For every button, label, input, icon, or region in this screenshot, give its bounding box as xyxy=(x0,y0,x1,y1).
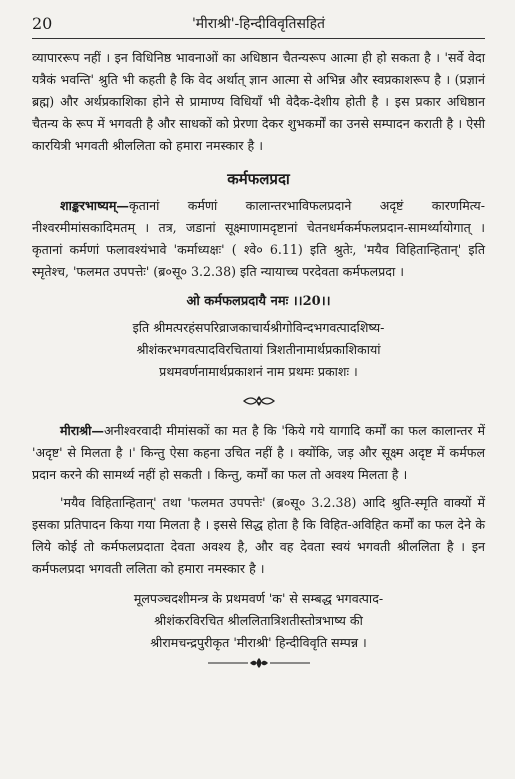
colophon-line: प्रथमवर्णनामार्थप्रकाशनं नाम प्रथमः प्रकाशः । xyxy=(159,364,358,379)
end-note-line: श्रीशंकरविरचित श्रीललितात्रिशतीस्तोत्रभाष्य की xyxy=(154,613,363,628)
mira-paragraph-2: 'मयैव विहितान्हितान्' तथा 'फलमत उपपत्तेः' (ब्र०सू० 3.2.38) आदि श्रुति-स्मृति वाक्यों में इसका प्रतिपादन किया गया मिलता है । इससे सिद्ध होता है कि विहित-अविहित कर्मों का फल देने के लिये कोई तो कर्मफलप्रदाता देवता अवश्य है, और वह देवता स्वयं भगवती श्रीललिता है । इन कर्मफलप्रदा भगवती ललिता को हमारा नमस्कार है । xyxy=(32,495,485,576)
end-note-line: श्रीरामचन्द्रपुरीकृत 'मीराश्री' हिन्दीविवृति सम्पन्न । xyxy=(150,635,367,650)
section-heading: कर्मफलप्रदा xyxy=(227,170,290,188)
floral-ornament-icon xyxy=(32,393,485,412)
bhashya-text: कृतानां कर्मणां कालान्तरभाविफलप्रदाने अदृष्टं कारणमित्य-नीश्वरमीमांसकादिमतम् । तत्र, जडानां सूक्ष्माणामदृष्टानां चेतनधर्मकर्मफलप्रदान-सामर्थ्यायोगात् । कृतानां कर्मणां फलावश्यंभावे 'कर्माध्यक्षः' ( श्वे० 6.11) इति श्रुतेः, 'मयैव विहितान्हितान्' इति स्मृतेश्च, 'फलमत उपपत्तेः' (ब्र०सू० 3.2.38) इति न्यायाच्च परदेवता कर्मफलप्रदा । xyxy=(32,198,485,279)
page-number: 20 xyxy=(32,14,53,33)
mira-lead: मीराश्री— xyxy=(60,423,104,438)
bhashya-paragraph xyxy=(32,195,485,283)
running-head: 'मीराश्री'-हिन्दीविवृतिसहितं xyxy=(191,16,326,32)
mantra-line: ओ कर्मफलप्रदायै नमः ।।20।। xyxy=(186,294,331,309)
mira-text: अनीश्वरवादी मीमांसकों का मत है कि 'किये गये यागादि कर्मों का फल कालान्तर में 'अदृष्ट' से मिलता है ।' किन्तु ऐसा कहना उचित नहीं है । क्योंकि, जड़ और सूक्ष्म अदृष्ट में कर्मफल प्रदान करने की सामर्थ्य नहीं हो सकती । किन्तु, कर्मों का फल तो अवश्य मिलता है । xyxy=(32,423,485,482)
colophon-line: इति श्रीमत्परहंसपरिव्राजकाचार्यश्रीगोविन्दभगवत्पादशिष्य- xyxy=(132,320,385,335)
bhashya-lead: शाङ्करभाष्यम्— xyxy=(60,198,129,213)
end-note-line: मूलपञ्चदशीमन्त्र के प्रथमवर्ण 'क' से सम्बद्ध भगवत्पाद- xyxy=(133,591,384,606)
colophon xyxy=(32,317,485,383)
mira-paragraph xyxy=(32,420,485,486)
colophon-line: श्रीशंकरभगवत्पादविरचितायां त्रिशतीनामार्थप्रकाशिकायां xyxy=(136,342,381,357)
end-ornament-icon xyxy=(32,654,485,668)
intro-paragraph: व्यापाररूप नहीं । इन विधिनिष्ठ भावनाओं का अधिष्ठान चैतन्यरूप आत्मा ही हो सकता है । 'सर्वे वेदा यत्रैकं भवन्ति' श्रुति भी कहती है कि वेद अर्थात् ज्ञान आत्मा से अभिन्न और स्वप्रकाशरूप है । (प्रज्ञानं ब्रह्म) और अर्थप्रकाशिका होने से प्रामाण्य विधियाँ भी वेदैक-देशीय होती है । इस प्रकार अधिष्ठान चैतन्य के रूप में भगवती है और साधकों को प्रेरणा देकर शुभकर्मों का उनसे सम्पादन कराती है । ऐसी कारयित्री भगवती श्रीललिता को हमारा नमस्कार है । xyxy=(32,50,485,153)
page-header xyxy=(32,12,485,39)
end-note xyxy=(32,588,485,654)
